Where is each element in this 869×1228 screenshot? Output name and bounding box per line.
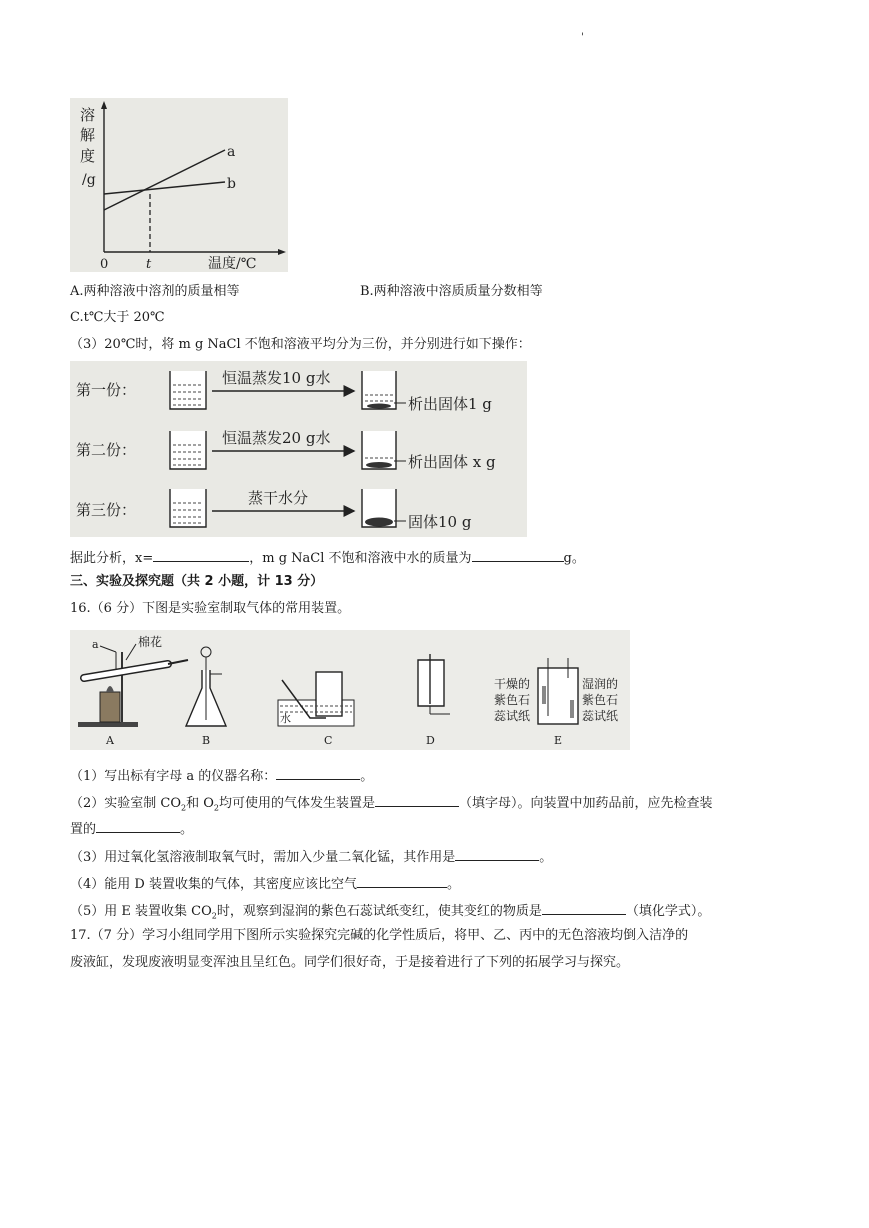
ylabel-2: 解: [80, 126, 96, 144]
dry-text-2: 紫色石: [494, 693, 531, 707]
dry-text-3: 蕊试纸: [494, 709, 531, 723]
q16-part3: （3）用过氧化氢溶液制取氧气时，需加入少量二氧化锰，其作用是 。: [70, 846, 552, 867]
ylabel-1: 溶: [80, 106, 96, 124]
wet-text-1: 湿润的: [582, 677, 619, 691]
wet-text-2: 紫色石: [582, 693, 619, 707]
xlabel: 温度/℃: [208, 256, 257, 272]
row2-result: 析出固体 x g: [408, 453, 496, 471]
q3-intro: （3）20℃时，将 m g NaCl 不饱和溶液平均分为三份，并分别进行如下操作：: [70, 337, 531, 352]
q16-part4: （4）能用 D 装置收集的气体，其密度应该比空气 。: [70, 873, 460, 894]
dry-text-1: 干燥的: [494, 677, 531, 691]
header-mark: ': [581, 32, 584, 43]
row1-label: 第一份：: [76, 381, 137, 399]
wet-text-3: 蕊试纸: [582, 709, 619, 723]
curve-a-label: a: [227, 144, 236, 160]
answer-blank-mno2-role[interactable]: [455, 846, 539, 861]
ylabel-3: 度: [80, 147, 96, 165]
q16-part1: （1）写出标有字母 a 的仪器名称： 。: [70, 765, 373, 786]
row2-op: 恒温蒸发20 g水: [222, 429, 331, 447]
q16-title: 16.（6 分）下图是实验室制取气体的常用装置。: [70, 601, 351, 616]
label-a: a: [92, 638, 99, 651]
cotton-label: 棉花: [138, 635, 163, 649]
t-label: t: [146, 257, 152, 272]
origin-label: 0: [100, 257, 109, 272]
q16-part2: （2）实验室制 $CO_2$和 $O_2$均可使用的气体发生装置是 （填字母）。向装置中加药品前，应先检查装: [70, 792, 713, 818]
water-label: 水: [280, 712, 291, 725]
evaporation-diagram: [70, 361, 527, 537]
q16-part2-cont: 置的 。: [70, 818, 193, 839]
answer-blank-density[interactable]: [357, 873, 447, 888]
row1-result: 析出固体1 g: [408, 395, 492, 413]
solubility-graph: [70, 98, 288, 272]
row1-op: 恒温蒸发10 g水: [222, 369, 331, 387]
answer-blank-x[interactable]: [153, 547, 249, 562]
curve-b-label: b: [227, 176, 236, 192]
letter-a: A: [106, 734, 114, 747]
row3-op: 蒸干水分: [248, 489, 309, 507]
letter-b: B: [202, 734, 211, 747]
answer-blank-generator[interactable]: [375, 792, 459, 807]
row3-result: 固体10 g: [408, 513, 472, 531]
q3-analysis: 据此分析，x= ，m g NaCl 不饱和溶液中水的质量为 g。: [70, 547, 585, 568]
section-3-title: 三、实验及探究题（共 2 小题，计 13 分）: [70, 574, 324, 589]
answer-blank-water-mass[interactable]: [472, 547, 564, 562]
option-a: A.两种溶液中溶剂的质量相等: [70, 284, 240, 299]
answer-blank-formula[interactable]: [542, 900, 626, 915]
row3-label: 第三份：: [76, 501, 137, 519]
answer-blank-check[interactable]: [96, 818, 180, 833]
q17-line2: 废液缸，发现废液明显变浑浊且呈红色。同学们很好奇，于是接着进行了下列的拓展学习与探究。: [70, 955, 630, 970]
row2-label: 第二份：: [76, 441, 137, 459]
q17-line1: 17.（7 分）学习小组同学用下图所示实验探究完碱的化学性质后，将甲、乙、丙中的无色溶液均倒入洁净的: [70, 928, 689, 943]
letter-e: E: [554, 734, 563, 747]
ylabel-4: /g: [82, 172, 96, 188]
letter-d: D: [426, 734, 435, 747]
option-b: B.两种溶液中溶质质量分数相等: [360, 284, 543, 299]
lab-apparatus-figure: [70, 630, 630, 750]
q16-part5: （5）用 E 装置收集 $CO_2$时，观察到湿润的紫色石蕊试纸变红，使其变红的物质是 （填化学式）。: [70, 900, 710, 926]
answer-blank-instrument-a[interactable]: [276, 765, 360, 780]
option-c: C.t℃大于 20℃: [70, 310, 165, 325]
letter-c: C: [324, 734, 333, 747]
